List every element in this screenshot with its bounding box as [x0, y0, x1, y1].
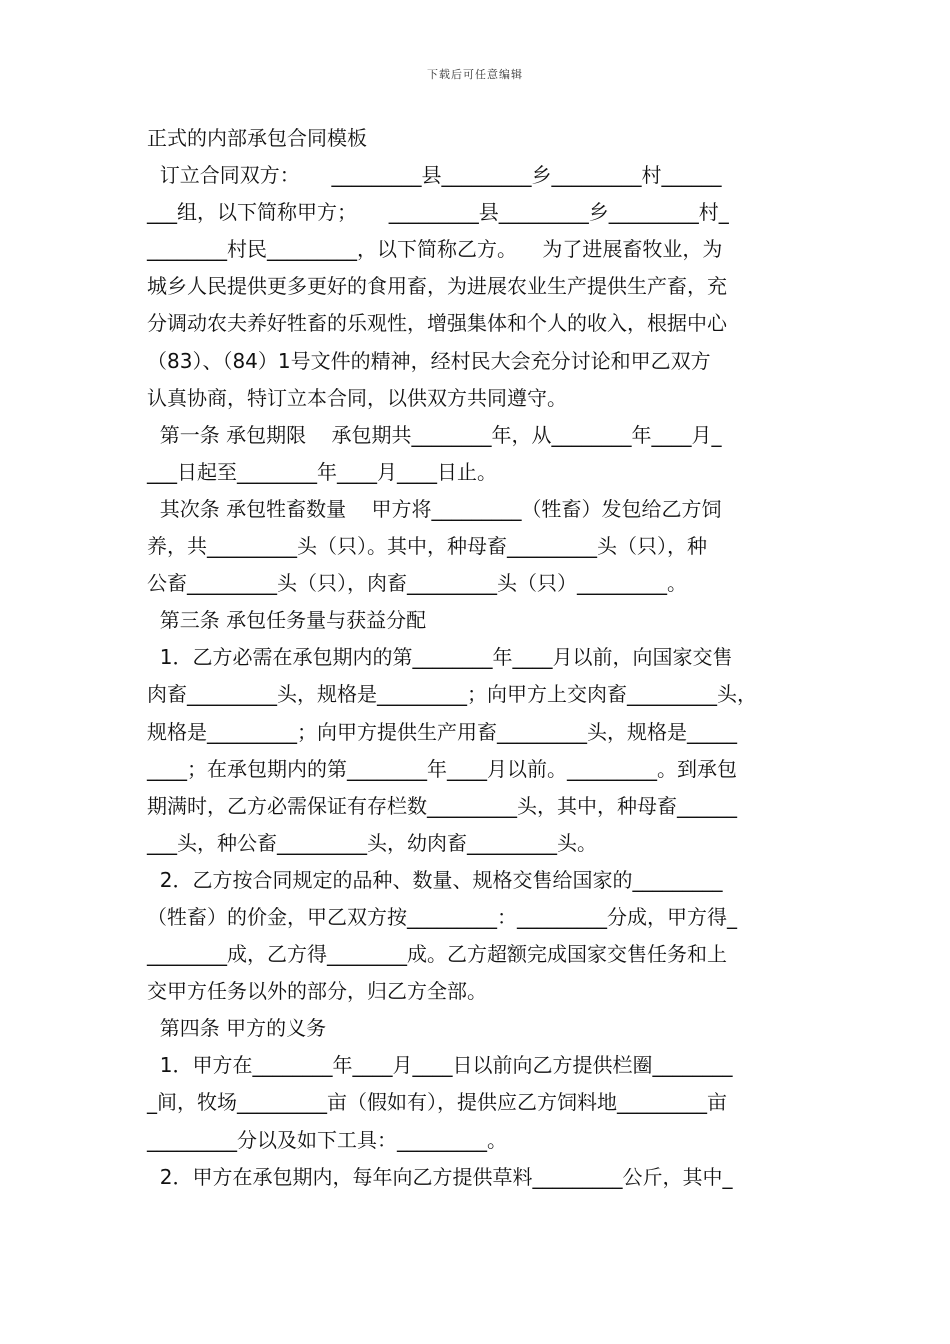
- text-line: 2．乙方按合同规定的品种、数量、规格交售给国家的_________: [147, 867, 723, 892]
- text-line: 1．甲方在________年____月____日以前向乙方提供栏圈________: [147, 1053, 733, 1078]
- text-line: 肉畜_________头，规格是_________；向甲方上交肉畜_________头，: [147, 682, 757, 707]
- text-line: （83）、（84）1号文件的精神，经村民大会充分讨论和甲乙双方: [147, 348, 711, 373]
- article-3-heading: 第三条 承包任务量与获益分配: [147, 608, 427, 633]
- text-line: 养，共_________头（只）。其中，种母畜_________头（只），种: [147, 534, 707, 559]
- text-line: ___组，以下简称甲方； _________县_________乡_________村_: [147, 200, 729, 225]
- text-line: _间，牧场_________亩（假如有），提供应乙方饲料地_________亩: [147, 1090, 727, 1115]
- text-line: 2．甲方在承包期内，每年向乙方提供草料_________公斤，其中_: [147, 1164, 733, 1189]
- text-line: ________村民_________，以下简称乙方。 为了进展畜牧业，为: [147, 237, 723, 262]
- document-title: 正式的内部承包合同模板: [147, 126, 367, 150]
- text-line: 期满时，乙方必需保证有存栏数_________头，其中，种母畜______: [147, 793, 737, 818]
- text-line: 1．乙方必需在承包期内的第________年____月以前，向国家交售: [147, 645, 733, 670]
- text-line: 交甲方任务以外的部分，归乙方全部。: [147, 979, 487, 1004]
- contract-body: [147, 120, 815, 1196]
- article-1-heading: 第一条 承包期限 承包期共________年，从________年____月_: [147, 422, 722, 447]
- text-line: 分调动农夫养好牲畜的乐观性，增强集体和个人的收入，根据中心: [147, 311, 727, 336]
- text-line: ___头，种公畜_________头，幼肉畜_________头。: [147, 830, 597, 855]
- text-line: ________成，乙方得________成。乙方超额完成国家交售任务和上: [147, 942, 727, 967]
- page-header-note: 下载后可任意编辑: [427, 68, 523, 81]
- text-line: 认真协商，特订立本合同，以供双方共同遵守。: [147, 385, 567, 410]
- text-line: （牲畜）的价金，甲乙双方按_________：_________分成，甲方得_: [147, 904, 737, 929]
- text-line: 公畜_________头（只），肉畜_________头（只）_________。: [147, 571, 687, 596]
- text-line: 城乡人民提供更多更好的食用畜，为进展农业生产提供生产畜，充: [147, 274, 727, 299]
- article-2-heading: 其次条 承包牲畜数量 甲方将_________（牲畜）发包给乙方饲: [147, 496, 722, 521]
- text-line: 订立合同双方： _________县_________乡_________村______: [147, 163, 722, 188]
- text-line: _________分以及如下工具：_________。: [147, 1127, 507, 1152]
- article-4-heading: 第四条 甲方的义务: [147, 1016, 327, 1041]
- text-line: ____；在承包期内的第________年____月以前。_________。到承包: [147, 756, 737, 781]
- text-line: 规格是_________；向甲方提供生产用畜_________头，规格是_____: [147, 719, 737, 744]
- text-line: ___日起至________年____月____日止。: [147, 459, 497, 484]
